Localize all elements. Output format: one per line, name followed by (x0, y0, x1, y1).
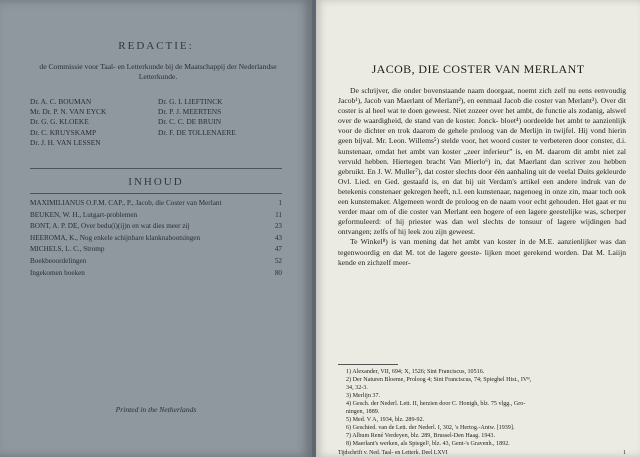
footnote: 5) Med. V A, 1934, blz. 289-92. (346, 417, 425, 423)
editors-column-2 (158, 97, 288, 138)
footnote: 34, 32-3. (346, 385, 368, 391)
footnote-divider (338, 364, 398, 365)
footnotes (346, 368, 628, 448)
editor-name: Dr. F. DE TOLLENAERE (158, 127, 236, 137)
paragraph: Te Winkel⁸) is van mening dat het ambt van koster in de M.E. aanzienlijker was dan tegenwoordig en dat M. tot de lagere geeste- lijken moet gerekend worden. Dat M. Laiijn kende en zichzelf meer- (338, 237, 626, 267)
toc-title: MAXIMILIANUS O.F.M. CAP., P., Jacob, die Coster van Merlant (30, 199, 222, 207)
toc-page: 80 (274, 268, 282, 277)
back-cover-page (0, 0, 312, 457)
divider (30, 193, 282, 194)
printed-in-note: Printed in the Netherlands (115, 405, 197, 414)
toc-title: HEEROMA, K., Nog enkele schijnbare klanknabootsingen (30, 233, 201, 242)
footnote: 1) Alexander, VII, 694; X, 1526; Sint Franciscus, 10516. (346, 369, 485, 375)
footnote: 8) Maerlant's werken, als Spiegel², blz. 43, Gent-'s Gravenh., 1892. (346, 441, 510, 447)
table-of-contents (30, 198, 282, 279)
toc-entry (30, 268, 282, 280)
editor-name: Mr. Dr. P. N. VAN EYCK (30, 107, 107, 117)
footnote: 6) Geschied. van de Lett. der Nederl. I, 302, 's Hertog.-Antw. [1939]. (346, 425, 515, 431)
article-body (338, 86, 626, 268)
footnote: ningen, 1889. (346, 409, 380, 415)
article-title: JACOB, DIE COSTER VAN MERLANT (371, 62, 585, 76)
paragraph: De schrijver, die onder bovenstaande naam doorgaat, noemt zich zelf nu eens eenvoudig Jacob¹), Jacob van Maerlant of Merlant²), en eenmaal Jacob die coster van Merlant³). Over dit coster is al heel wat te doen geweest. Niet zozeer over het ambt, de functie als zodanig, alswel over de waardigheid, de stand van de koster. Jonck- bloet⁴) oordeelde het ambt te aanzienlijk voor de dichter en trok daarom de gehele proloog van de Merlijn in twijfel. Hij vond hierin geen bijval. Mr. Leon. Willems⁵) stelde voor, het woord coster te verbeteren door conster, d.i. kunstenaar, omdat het ambt van koster „zeer inferieur” is, en M. daarom dit ambt niet zal vervuld hebben. Hiertegen bracht Van Mierlo⁶) in, dat Maerlant dan scriver zou hebben gebruikt. En J. W. Muller⁷), dat coster slechts door één aanhaling uit de veelal Duits gekleurde Ovl. Lied. en Ged. gestaafd is, en dat hij uit Verdam's artikel een andere indruk van de betekenis constenaer gekregen heeft, n.l. een kunstenaar, nagenoeg in onze zin, maar toch ook een kunstemaker. Algemeen wordt de proloog en de naam voor echt gehouden. Het gaat er nu verder maar om of die coster van Merlant een hogere of een lagere geestelijke was, scherper geformuleerd: of hij priester was dan wel slechts de tonsuur of lagere wijdingen had ontvangen; zelfs of hij leek zou zijn geweest. (338, 86, 627, 237)
redactie-intro: de Commissie voor Taal- en Letterkunde bij de Maatschappij der Nederlandse Letterkunde. (39, 62, 277, 81)
toc-title: Ingekomen boeken (30, 268, 85, 277)
toc-title: Boekbeoordelingen (30, 256, 87, 265)
editor-name: Dr. G. G. KLOEKE (30, 117, 89, 127)
toc-page: 11 (275, 210, 282, 219)
editor-name: Dr. P. J. MEERTENS (158, 107, 222, 117)
journal-reference: Tijdschrift v. Ned. Taal- en Letterk. Deel LXVI (338, 450, 448, 456)
editors-column-1 (30, 97, 150, 148)
editor-name: Dr. C. C. DE BRUIN (158, 117, 222, 127)
toc-title: BEUKEN, W. H., Lutgart-problemen (30, 210, 138, 219)
toc-page: 47 (274, 245, 282, 254)
divider (30, 168, 282, 169)
editor-name: Dr. A. C. BOUMAN (30, 97, 92, 106)
redactie-heading: REDACTIE: (118, 40, 194, 52)
footnote: 2) Der Naturen Bloeme, Proloog 4; Sint Franciscus, 74; Spieghel Hist., IVᴮ, (346, 377, 532, 383)
article-page (316, 0, 640, 457)
toc-page: 52 (274, 256, 282, 265)
toc-page: 1 (278, 199, 282, 207)
toc-page: 23 (274, 222, 282, 231)
footnote: 4) Gesch. der Nederl. Lett. II, herzien door C. Honigh, blz. 75 vlgg., Gro- (346, 401, 526, 407)
toc-entry (30, 244, 282, 256)
toc-entry (30, 256, 282, 268)
toc-entry (30, 210, 282, 222)
contents-heading: INHOUD (128, 176, 184, 188)
editor-name: Dr. J. H. VAN LESSEN (30, 137, 101, 147)
toc-title: MICHELS, L. C., Stromp (30, 245, 105, 254)
editor-name: Dr. C. KRUYSKAMP (30, 127, 97, 137)
toc-entry (30, 198, 282, 210)
toc-entry (30, 221, 282, 233)
toc-title: BONT, A. P. DE, Over bedu(ï)(ij)n en wat dies meer zij (30, 222, 190, 231)
footnote: 3) Merlijn 37. (346, 393, 381, 399)
page-number: 1 (623, 450, 626, 456)
footnote: 7) Album René Verdeyen, blz. 289, Brussel-Den Haag. 1943. (346, 433, 495, 439)
page-footer (338, 450, 626, 456)
editor-name: Dr. G. I. LIEFTINCK (158, 97, 223, 106)
toc-page: 43 (274, 233, 282, 242)
toc-entry (30, 233, 282, 245)
